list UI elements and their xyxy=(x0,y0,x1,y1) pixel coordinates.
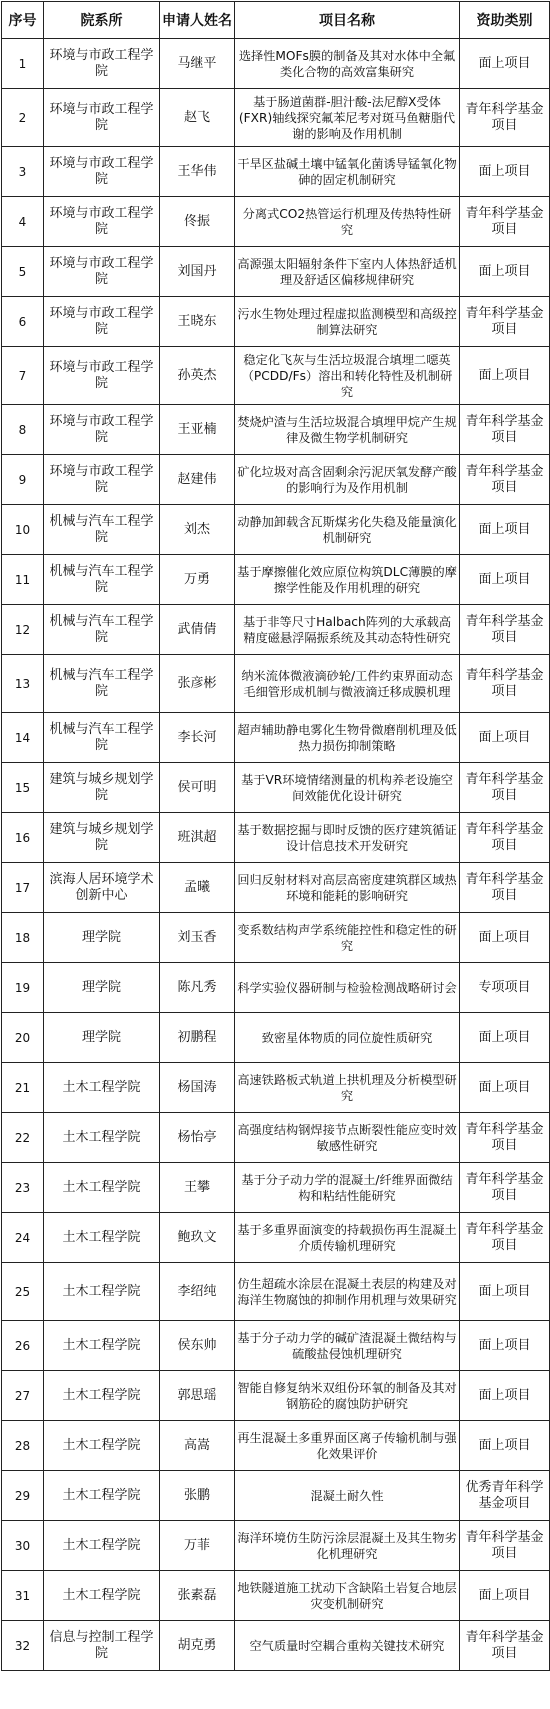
department: 环境与市政工程学院 xyxy=(44,297,160,347)
table-row xyxy=(2,1421,550,1471)
table-row xyxy=(2,455,550,505)
applicant-name: 万勇 xyxy=(160,555,235,605)
row-number: 3 xyxy=(2,147,44,197)
department: 理学院 xyxy=(44,1013,160,1063)
project-title: 基于摩擦催化效应原位构筑DLC薄膜的摩擦学性能及作用机理的研究 xyxy=(235,555,460,605)
funding-type: 面上项目 xyxy=(460,505,550,555)
row-number: 14 xyxy=(2,713,44,763)
applicant-name: 陈凡秀 xyxy=(160,963,235,1013)
funding-type: 青年科学基金项目 xyxy=(460,405,550,455)
row-number: 32 xyxy=(2,1621,44,1671)
header-no: 序号 xyxy=(2,2,44,39)
project-title: 变系数结构声学系统能控性和稳定性的研究 xyxy=(235,913,460,963)
applicant-name: 赵建伟 xyxy=(160,455,235,505)
funding-type: 青年科学基金项目 xyxy=(460,197,550,247)
funding-type: 青年科学基金项目 xyxy=(460,1521,550,1571)
header-title: 项目名称 xyxy=(235,2,460,39)
table-row xyxy=(2,1163,550,1213)
applicant-name: 佟振 xyxy=(160,197,235,247)
applicant-name: 鲍玖文 xyxy=(160,1213,235,1263)
row-number: 17 xyxy=(2,863,44,913)
applicant-name: 杨怡亭 xyxy=(160,1113,235,1163)
table-row xyxy=(2,1371,550,1421)
department: 土木工程学院 xyxy=(44,1421,160,1471)
applicant-name: 马继平 xyxy=(160,39,235,89)
department: 环境与市政工程学院 xyxy=(44,147,160,197)
department: 滨海人居环境学术创新中心 xyxy=(44,863,160,913)
funding-type: 青年科学基金项目 xyxy=(460,813,550,863)
row-number: 1 xyxy=(2,39,44,89)
funding-type: 面上项目 xyxy=(460,1263,550,1321)
department: 土木工程学院 xyxy=(44,1371,160,1421)
table-body xyxy=(2,39,550,1671)
applicant-name: 李长河 xyxy=(160,713,235,763)
funding-type: 面上项目 xyxy=(460,147,550,197)
funding-type: 面上项目 xyxy=(460,555,550,605)
funding-type: 面上项目 xyxy=(460,347,550,405)
department: 理学院 xyxy=(44,913,160,963)
applicant-name: 王亚楠 xyxy=(160,405,235,455)
funding-type: 青年科学基金项目 xyxy=(460,763,550,813)
project-title: 焚烧炉渣与生活垃圾混合填埋甲烷产生规律及微生物学机制研究 xyxy=(235,405,460,455)
project-title: 混凝土耐久性 xyxy=(235,1471,460,1521)
table-row xyxy=(2,1471,550,1521)
funding-type: 青年科学基金项目 xyxy=(460,1113,550,1163)
row-number: 24 xyxy=(2,1213,44,1263)
department: 环境与市政工程学院 xyxy=(44,39,160,89)
table-row xyxy=(2,1621,550,1671)
funding-type: 青年科学基金项目 xyxy=(460,863,550,913)
project-title: 回归反射材料对高层高密度建筑群区域热环境和能耗的影响研究 xyxy=(235,863,460,913)
applicant-name: 初鹏程 xyxy=(160,1013,235,1063)
funding-type: 面上项目 xyxy=(460,247,550,297)
funding-type: 面上项目 xyxy=(460,913,550,963)
funding-type: 面上项目 xyxy=(460,1421,550,1471)
funding-type: 面上项目 xyxy=(460,1063,550,1113)
row-number: 22 xyxy=(2,1113,44,1163)
row-number: 4 xyxy=(2,197,44,247)
department: 土木工程学院 xyxy=(44,1113,160,1163)
table-row xyxy=(2,347,550,405)
department: 土木工程学院 xyxy=(44,1521,160,1571)
row-number: 11 xyxy=(2,555,44,605)
row-number: 29 xyxy=(2,1471,44,1521)
table-row xyxy=(2,197,550,247)
department: 机械与汽车工程学院 xyxy=(44,713,160,763)
project-title: 海洋环境仿生防污涂层混凝土及其生物劣化机理研究 xyxy=(235,1521,460,1571)
department: 环境与市政工程学院 xyxy=(44,455,160,505)
applicant-name: 张鹏 xyxy=(160,1471,235,1521)
row-number: 5 xyxy=(2,247,44,297)
project-title: 基于分子动力学的混凝土/纤维界面微结构和粘结性能研究 xyxy=(235,1163,460,1213)
funding-type: 青年科学基金项目 xyxy=(460,1163,550,1213)
project-title: 污水生物处理过程虚拟监测模型和高级控制算法研究 xyxy=(235,297,460,347)
funding-type: 青年科学基金项目 xyxy=(460,1621,550,1671)
applicant-name: 刘玉香 xyxy=(160,913,235,963)
funding-type: 面上项目 xyxy=(460,1013,550,1063)
table-row xyxy=(2,505,550,555)
applicant-name: 李绍纯 xyxy=(160,1263,235,1321)
funding-type: 面上项目 xyxy=(460,1321,550,1371)
department: 土木工程学院 xyxy=(44,1213,160,1263)
table-row xyxy=(2,405,550,455)
funding-type: 青年科学基金项目 xyxy=(460,605,550,655)
department: 土木工程学院 xyxy=(44,1063,160,1113)
row-number: 13 xyxy=(2,655,44,713)
department: 环境与市政工程学院 xyxy=(44,89,160,147)
applicant-name: 班淇超 xyxy=(160,813,235,863)
project-title: 稳定化飞灰与生活垃圾混合填埋二噁英（PCDD/Fs）溶出和转化特性及机制研究 xyxy=(235,347,460,405)
project-title: 仿生超疏水涂层在混凝土表层的构建及对海洋生物腐蚀的抑制作用机理与效果研究 xyxy=(235,1263,460,1321)
project-title: 高源强太阳辐射条件下室内人体热舒适机理及舒适区偏移规律研究 xyxy=(235,247,460,297)
project-title: 基于分子动力学的碱矿渣混凝土微结构与硫酸盐侵蚀机理研究 xyxy=(235,1321,460,1371)
table-row xyxy=(2,813,550,863)
row-number: 25 xyxy=(2,1263,44,1321)
funding-type: 面上项目 xyxy=(460,713,550,763)
applicant-name: 张彦彬 xyxy=(160,655,235,713)
table-row xyxy=(2,1321,550,1371)
department: 环境与市政工程学院 xyxy=(44,247,160,297)
table-row xyxy=(2,1213,550,1263)
funding-table xyxy=(1,1,550,1671)
row-number: 9 xyxy=(2,455,44,505)
project-title: 干旱区盐碱土壤中锰氧化菌诱导锰氧化物砷的固定机制研究 xyxy=(235,147,460,197)
project-title: 基于非等尺寸Halbach阵列的大承载高精度磁悬浮隔振系统及其动态特性研究 xyxy=(235,605,460,655)
department: 建筑与城乡规划学院 xyxy=(44,763,160,813)
row-number: 26 xyxy=(2,1321,44,1371)
header-name: 申请人姓名 xyxy=(160,2,235,39)
row-number: 12 xyxy=(2,605,44,655)
department: 机械与汽车工程学院 xyxy=(44,605,160,655)
project-title: 超声辅助静电雾化生物骨微磨削机理及低热力损伤抑制策略 xyxy=(235,713,460,763)
project-title: 高速铁路板式轨道上拱机理及分析模型研究 xyxy=(235,1063,460,1113)
row-number: 6 xyxy=(2,297,44,347)
project-title: 科学实验仪器研制与检验检测战略研讨会 xyxy=(235,963,460,1013)
row-number: 16 xyxy=(2,813,44,863)
row-number: 28 xyxy=(2,1421,44,1471)
project-title: 纳米流体微液滴砂轮/工件约束界面动态毛细管形成机制与微液滴迁移成膜机理 xyxy=(235,655,460,713)
row-number: 19 xyxy=(2,963,44,1013)
applicant-name: 孟曦 xyxy=(160,863,235,913)
department: 机械与汽车工程学院 xyxy=(44,655,160,713)
row-number: 18 xyxy=(2,913,44,963)
applicant-name: 张素磊 xyxy=(160,1571,235,1621)
row-number: 21 xyxy=(2,1063,44,1113)
table-row xyxy=(2,147,550,197)
project-title: 致密星体物质的同位旋性质研究 xyxy=(235,1013,460,1063)
department: 土木工程学院 xyxy=(44,1571,160,1621)
applicant-name: 侯可明 xyxy=(160,763,235,813)
table-row xyxy=(2,555,550,605)
department: 土木工程学院 xyxy=(44,1321,160,1371)
header-type: 资助类别 xyxy=(460,2,550,39)
applicant-name: 郭思瑶 xyxy=(160,1371,235,1421)
project-title: 空气质量时空耦合重构关键技术研究 xyxy=(235,1621,460,1671)
applicant-name: 侯东帅 xyxy=(160,1321,235,1371)
department: 机械与汽车工程学院 xyxy=(44,555,160,605)
header-dept: 院系所 xyxy=(44,2,160,39)
project-title: 基于肠道菌群-胆汁酸-法尼醇X受体(FXR)轴线探究氟苯尼考对斑马鱼糖脂代谢的影响及作用机制 xyxy=(235,89,460,147)
project-title: 高强度结构钢焊接节点断裂性能应变时效敏感性研究 xyxy=(235,1113,460,1163)
funding-type: 青年科学基金项目 xyxy=(460,89,550,147)
funding-type: 青年科学基金项目 xyxy=(460,1213,550,1263)
department: 土木工程学院 xyxy=(44,1163,160,1213)
applicant-name: 杨国涛 xyxy=(160,1063,235,1113)
applicant-name: 刘国丹 xyxy=(160,247,235,297)
applicant-name: 孙英杰 xyxy=(160,347,235,405)
applicant-name: 王晓东 xyxy=(160,297,235,347)
table-row xyxy=(2,655,550,713)
funding-type: 优秀青年科学基金项目 xyxy=(460,1471,550,1521)
project-title: 智能自修复纳米双组份环氧的制备及其对钢筋砼的腐蚀防护研究 xyxy=(235,1371,460,1421)
project-title: 分离式CO2热管运行机理及传热特性研究 xyxy=(235,197,460,247)
funding-type: 面上项目 xyxy=(460,39,550,89)
table-row xyxy=(2,247,550,297)
row-number: 15 xyxy=(2,763,44,813)
department: 理学院 xyxy=(44,963,160,1013)
project-title: 基于多重界面演变的持载损伤再生混凝土介质传输机理研究 xyxy=(235,1213,460,1263)
row-number: 8 xyxy=(2,405,44,455)
project-title: 矿化垃圾对高含固剩余污泥厌氧发酵产酸的影响行为及作用机制 xyxy=(235,455,460,505)
applicant-name: 武倩倩 xyxy=(160,605,235,655)
department: 环境与市政工程学院 xyxy=(44,347,160,405)
department: 土木工程学院 xyxy=(44,1263,160,1321)
table-row xyxy=(2,1521,550,1571)
table-row xyxy=(2,1113,550,1163)
department: 机械与汽车工程学院 xyxy=(44,505,160,555)
project-title: 再生混凝土多重界面区离子传输机制与强化效果评价 xyxy=(235,1421,460,1471)
table-row xyxy=(2,863,550,913)
table-row xyxy=(2,1263,550,1321)
project-title: 基于VR环境情绪测量的机构养老设施空间效能优化设计研究 xyxy=(235,763,460,813)
department: 环境与市政工程学院 xyxy=(44,197,160,247)
table-row xyxy=(2,1571,550,1621)
project-title: 动静加卸载含瓦斯煤劣化失稳及能量演化机制研究 xyxy=(235,505,460,555)
table-row xyxy=(2,297,550,347)
funding-type: 面上项目 xyxy=(460,1371,550,1421)
row-number: 27 xyxy=(2,1371,44,1421)
table-row xyxy=(2,763,550,813)
row-number: 7 xyxy=(2,347,44,405)
table-row xyxy=(2,963,550,1013)
funding-type: 青年科学基金项目 xyxy=(460,455,550,505)
row-number: 30 xyxy=(2,1521,44,1571)
department: 建筑与城乡规划学院 xyxy=(44,813,160,863)
project-title: 基于数据挖掘与即时反馈的医疗建筑循证设计信息技术开发研究 xyxy=(235,813,460,863)
department: 信息与控制工程学院 xyxy=(44,1621,160,1671)
funding-type: 青年科学基金项目 xyxy=(460,655,550,713)
row-number: 23 xyxy=(2,1163,44,1213)
table-row xyxy=(2,713,550,763)
table-row xyxy=(2,39,550,89)
header-row xyxy=(2,2,550,39)
project-title: 选择性MOFs膜的制备及其对水体中全氟类化合物的高效富集研究 xyxy=(235,39,460,89)
project-title: 地铁隧道施工扰动下含缺陷土岩复合地层灾变机制研究 xyxy=(235,1571,460,1621)
table-row xyxy=(2,1063,550,1113)
applicant-name: 万菲 xyxy=(160,1521,235,1571)
funding-type: 青年科学基金项目 xyxy=(460,297,550,347)
row-number: 10 xyxy=(2,505,44,555)
funding-type: 面上项目 xyxy=(460,1571,550,1621)
department: 环境与市政工程学院 xyxy=(44,405,160,455)
applicant-name: 赵飞 xyxy=(160,89,235,147)
table-row xyxy=(2,89,550,147)
applicant-name: 王攀 xyxy=(160,1163,235,1213)
applicant-name: 高嵩 xyxy=(160,1421,235,1471)
table-row xyxy=(2,1013,550,1063)
applicant-name: 王华伟 xyxy=(160,147,235,197)
row-number: 2 xyxy=(2,89,44,147)
applicant-name: 刘杰 xyxy=(160,505,235,555)
department: 土木工程学院 xyxy=(44,1471,160,1521)
row-number: 31 xyxy=(2,1571,44,1621)
row-number: 20 xyxy=(2,1013,44,1063)
funding-type: 专项项目 xyxy=(460,963,550,1013)
table-row xyxy=(2,605,550,655)
table-row xyxy=(2,913,550,963)
applicant-name: 胡克勇 xyxy=(160,1621,235,1671)
